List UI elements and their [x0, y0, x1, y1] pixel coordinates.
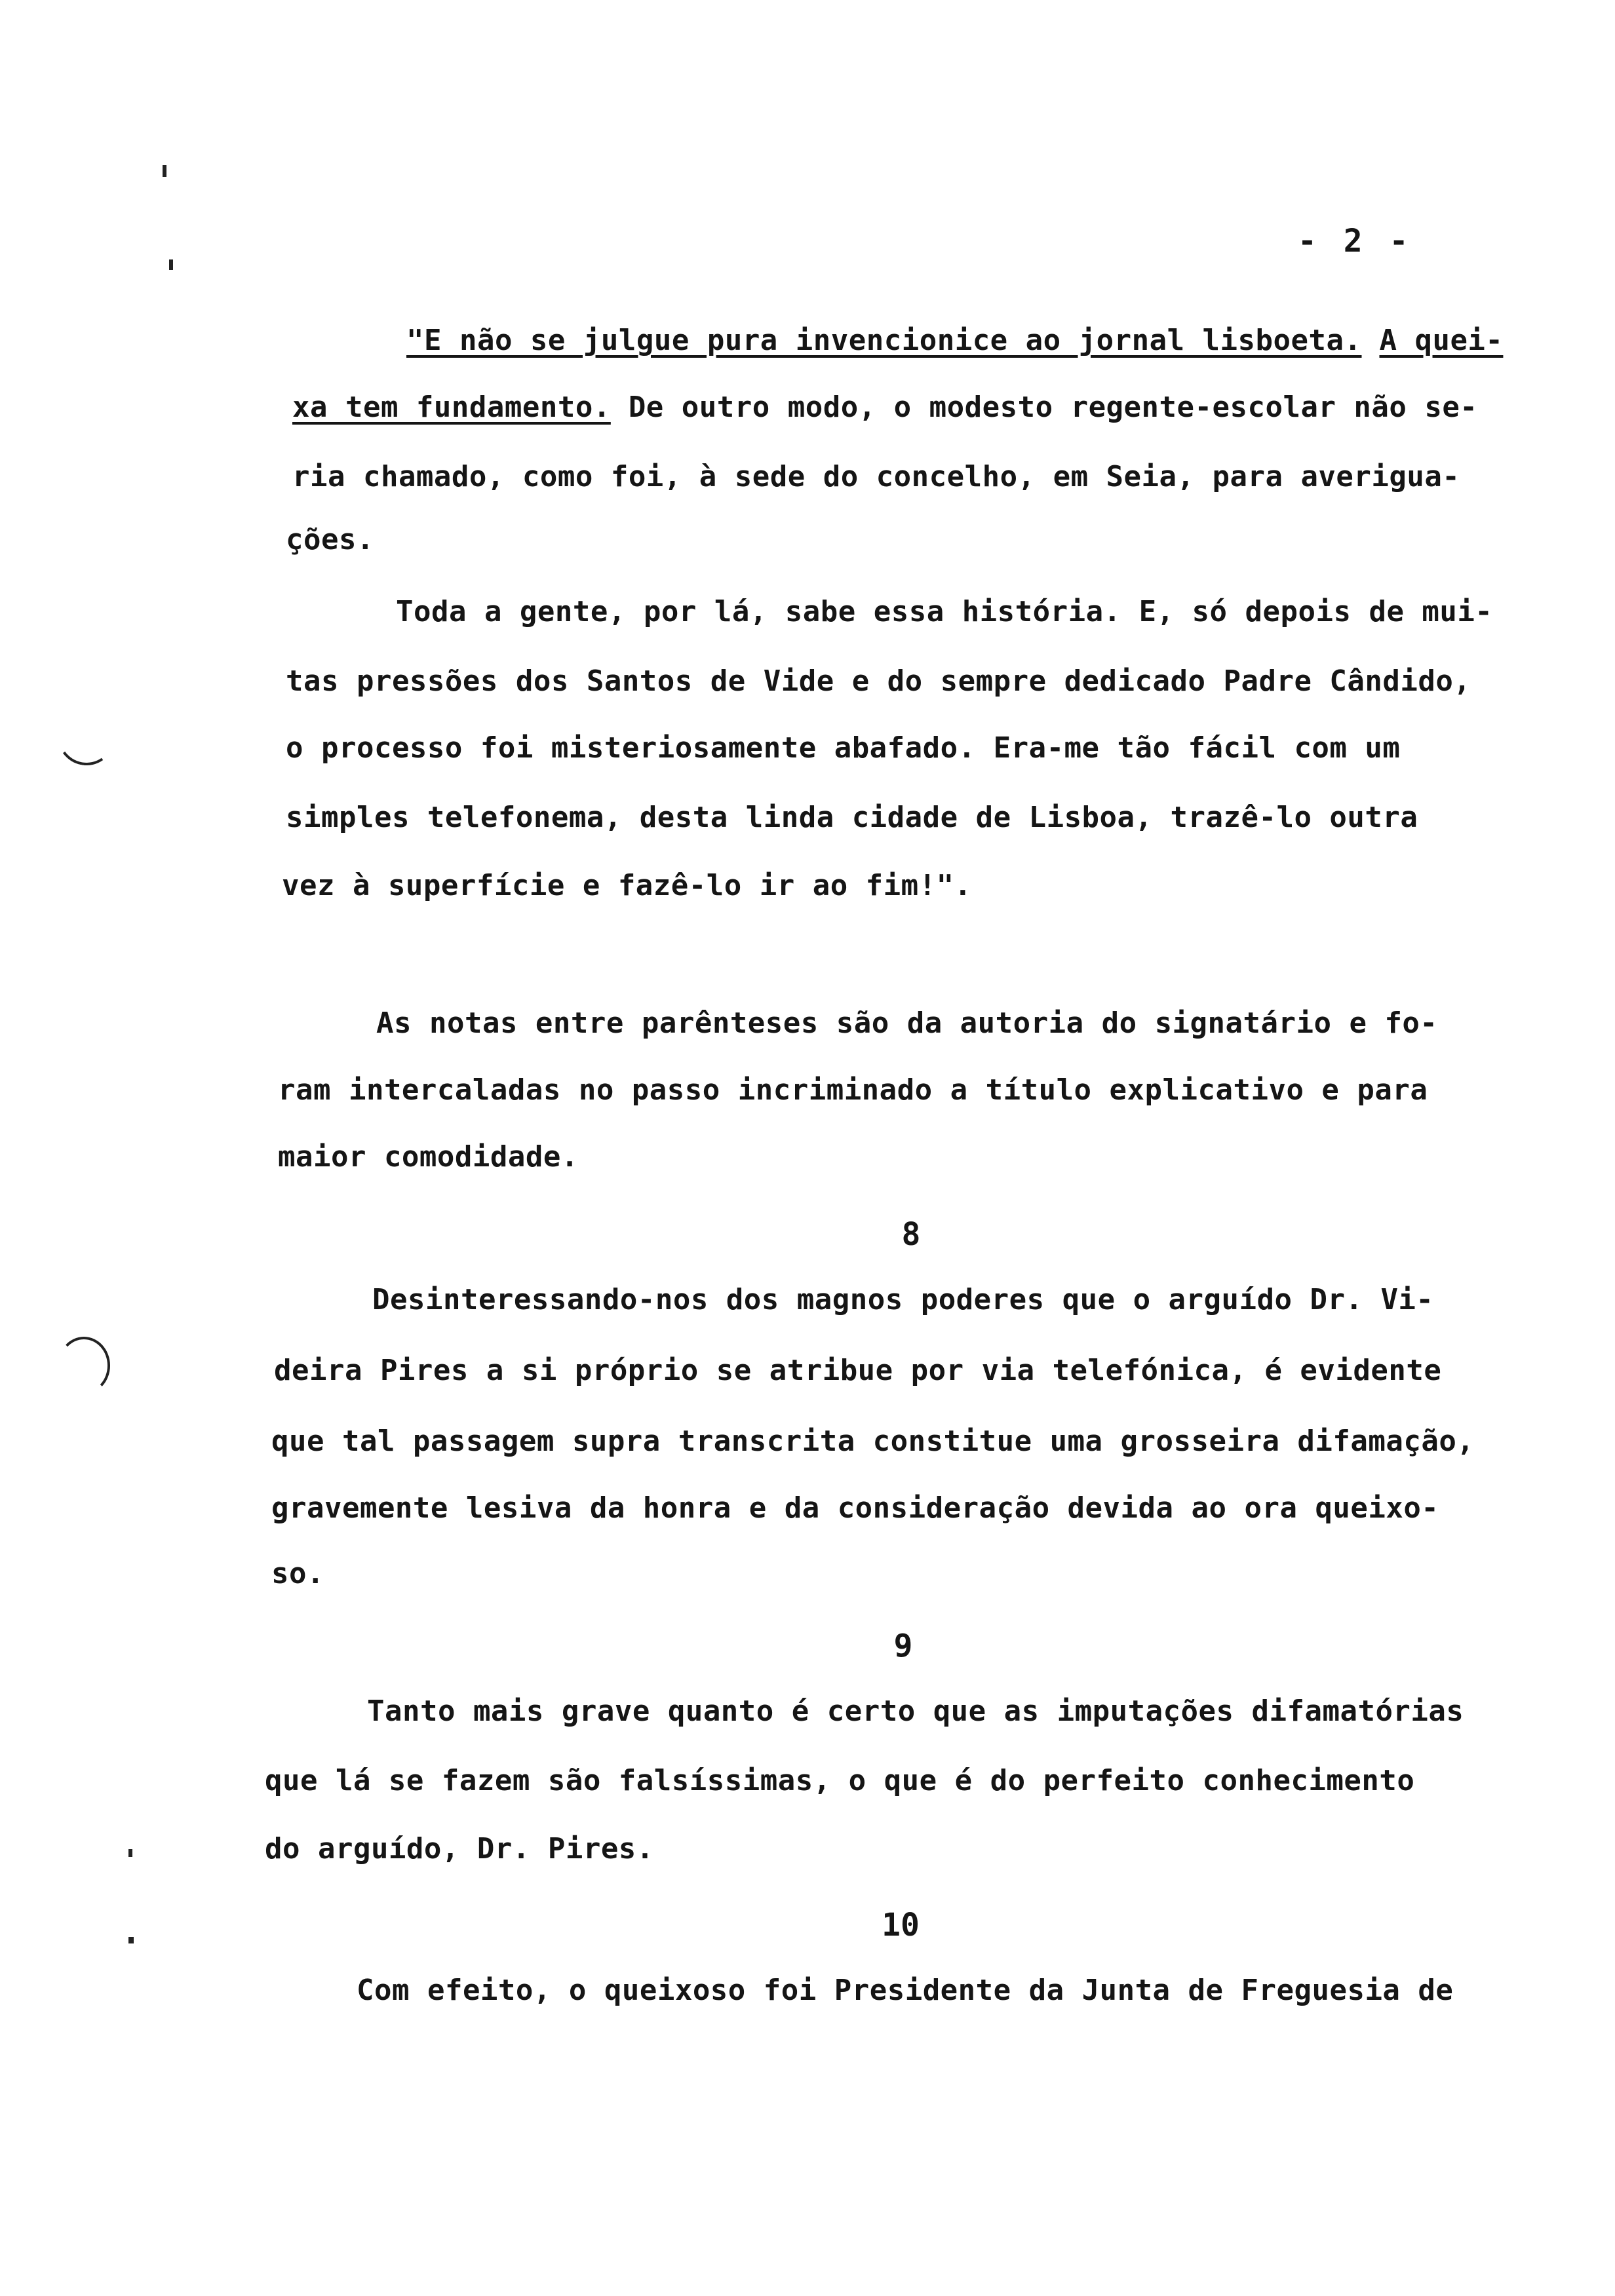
text-segment: ria chamado, como foi, à sede do concelho, em Seia, para averigua-: [292, 460, 1460, 493]
text-line: [367, 1694, 1464, 1728]
text-segment: Tanto mais grave quanto é certo que as imputações difamatórias: [367, 1694, 1464, 1728]
text-line: [286, 664, 1471, 698]
text-segment: simples telefonema, desta linda cidade de Lisboa, trazê-lo outra: [286, 801, 1418, 834]
text-line: [357, 1976, 1453, 2005]
text-segment: vez à superfície e fazê-lo ir ao fim!".: [282, 869, 972, 902]
text-line: [372, 1283, 1434, 1316]
text-segment: "E não se julgue pura invencionice ao jornal lisboeta.: [406, 324, 1362, 357]
scan-mark: [169, 259, 173, 270]
text-line: [292, 460, 1460, 493]
scan-mark: [163, 165, 166, 177]
text-line: [278, 1073, 1428, 1107]
text-line: [292, 393, 1477, 422]
text-segment: que lá se fazem são falsíssimas, o que é do perfeito conhecimento: [265, 1764, 1415, 1797]
text-line: [278, 1140, 579, 1174]
text-segment: As notas entre parênteses são da autoria do signatário e fo-: [376, 1006, 1438, 1040]
scan-mark: [128, 1849, 132, 1857]
text-line: [265, 1764, 1415, 1797]
text-line: [271, 1491, 1439, 1525]
text-line: [282, 871, 972, 900]
text-segment: o processo foi misteriosamente abafado. Era-me tão fácil com um: [286, 731, 1401, 765]
text-line: [265, 1832, 654, 1866]
scan-mark: [128, 1937, 134, 1943]
text-segment: do arguído, Dr. Pires.: [265, 1832, 654, 1866]
section-number: 10: [882, 1907, 920, 1943]
text-segment: xa tem fundamento.: [292, 391, 611, 424]
text-line: [286, 731, 1401, 765]
text-segment: Desinteressando-nos dos magnos poderes que o arguído Dr. Vi-: [372, 1283, 1434, 1316]
text-segment: [1361, 324, 1379, 357]
text-segment: so.: [271, 1557, 324, 1590]
text-line: [271, 1427, 1474, 1456]
text-segment: A quei-: [1379, 324, 1504, 357]
text-line: [286, 803, 1418, 832]
text-line: [376, 1006, 1438, 1040]
text-segment: De outro modo, o modesto regente-escolar não se-: [610, 391, 1478, 424]
section-number: 9: [893, 1628, 913, 1664]
text-line: [274, 1356, 1441, 1385]
text-segment: maior comodidade.: [278, 1140, 579, 1174]
text-segment: tas pressões dos Santos de Vide e do sempre dedicado Padre Cândido,: [286, 664, 1471, 698]
text-segment: ções.: [286, 523, 374, 556]
text-segment: ram intercaladas no passo incriminado a título explicativo e para: [278, 1073, 1428, 1107]
scan-mark: [53, 703, 120, 770]
text-line: [271, 1559, 324, 1588]
text-line: [286, 523, 374, 556]
text-segment: Com efeito, o queixoso foi Presidente da Junta de Freguesia de: [357, 1974, 1454, 2007]
text-segment: Toda a gente, por lá, sabe essa história. E, só depois de mui-: [396, 595, 1493, 628]
text-line: [396, 595, 1493, 628]
scan-mark: [58, 1337, 110, 1394]
text-segment: gravemente lesiva da honra e da consideração devida ao ora queixo-: [271, 1491, 1439, 1525]
page-number: - 2 -: [1298, 223, 1412, 259]
text-segment: que tal passagem supra transcrita constitue uma grosseira difamação,: [271, 1425, 1475, 1458]
section-number: 8: [901, 1216, 921, 1253]
text-line: [406, 326, 1503, 355]
text-segment: deira Pires a si próprio se atribue por via telefónica, é evidente: [274, 1354, 1442, 1387]
